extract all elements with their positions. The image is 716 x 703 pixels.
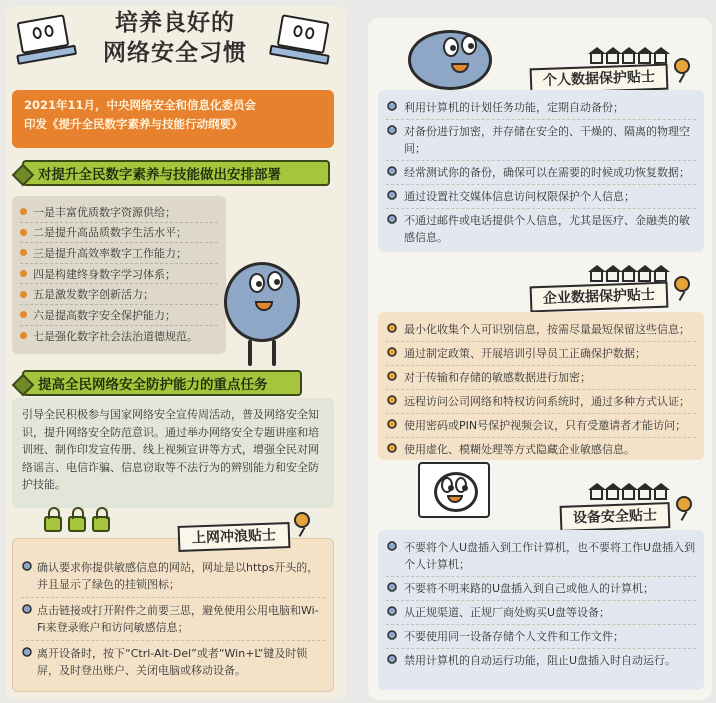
pushpin-icon xyxy=(386,395,398,407)
pushpin-icon xyxy=(386,630,398,642)
pushpin-icon xyxy=(674,276,690,292)
pushpin-icon xyxy=(386,419,398,431)
padlock-icon xyxy=(68,516,86,532)
list-item: 通过设置社交媒体信息访问权限保护个人信息； xyxy=(386,185,696,209)
section2-body: 引导全民积极参与国家网络安全宣传周活动，普及网络安全知识，提升网络安全防范意识。通过举办网络安全专题讲座和培训班、制作印发宣传册、线上视频宣讲等方式，增强全民对网络谣言、电信诈骗、信息窃取等不法行为的辨别能力和安全防护技能。 xyxy=(12,398,334,508)
padlock-icon xyxy=(44,516,62,532)
personal-tips-label: 个人数据保护贴士 xyxy=(530,64,669,95)
pushpin-icon xyxy=(21,604,33,616)
mascot-leg xyxy=(272,340,276,366)
list-item: 不要将不明来路的U盘插入到自己或他人的计算机； xyxy=(386,577,696,601)
pushpin-icon xyxy=(386,371,398,383)
pushpin-icon xyxy=(386,214,398,226)
list-item: 禁用计算机的自动运行功能，阻止U盘插入时自动运行。 xyxy=(386,649,696,672)
device-character-icon xyxy=(418,462,490,518)
list-item: 从正规渠道、正规厂商处购买U盘等设备； xyxy=(386,601,696,625)
bullet-dot-icon xyxy=(20,332,27,339)
list-item: 不通过邮件或电话提供个人信息，尤其是医疗、金融类的敏感信息。 xyxy=(386,209,696,249)
pushpin-icon xyxy=(386,323,398,335)
enterprise-tips-label: 企业数据保护贴士 xyxy=(530,282,669,313)
list-item: 七是强化数字社会法治道德规范。 xyxy=(20,326,218,347)
pushpin-icon xyxy=(386,166,398,178)
pushpin-icon xyxy=(386,125,398,137)
list-item: 点击链接或打开附件之前要三思，避免使用公用电脑和Wi-Fi来登录账户和访问敏感信息； xyxy=(21,598,325,641)
pushpin-icon xyxy=(386,541,398,553)
list-item: 远程访问公司网络和特权访问系统时，通过多种方式认证； xyxy=(386,390,696,414)
intro-box xyxy=(12,90,334,148)
bullet-dot-icon xyxy=(20,249,27,256)
list-item: 经常测试你的备份，确保可以在需要的时候成功恢复数据； xyxy=(386,161,696,185)
device-tips-label: 设备安全贴士 xyxy=(560,502,671,532)
list-item: 离开设备时，按下“Ctrl-Alt-Del”或者“Win+L”键及时锁屏，及时登出账户、关闭电脑或移动设备。 xyxy=(21,641,325,683)
list-item: 三是提升高效率数字工作能力； xyxy=(20,243,218,264)
personal-tips-box xyxy=(378,90,704,252)
list-item: 对于传输和存储的敏感数据进行加密； xyxy=(386,366,696,390)
list-item: 不要将个人U盘插入到工作计算机，也不要将工作U盘插入到个人计算机； xyxy=(386,536,696,577)
houses-icon xyxy=(590,480,670,496)
title-line-1: 培养良好的 xyxy=(115,10,235,36)
surf-tips-label: 上网冲浪贴士 xyxy=(178,522,291,552)
houses-icon xyxy=(590,262,670,278)
enterprise-tips-box xyxy=(378,312,704,460)
pushpin-icon xyxy=(386,101,398,113)
pushpin-icon xyxy=(676,496,692,512)
bullet-dot-icon xyxy=(20,311,27,318)
list-item: 不要使用同一设备存储个人文件和工作文件； xyxy=(386,625,696,649)
bullet-dot-icon xyxy=(20,291,27,298)
surf-tips-box xyxy=(12,538,334,692)
device-tips-box xyxy=(378,530,704,690)
pushpin-icon xyxy=(21,561,33,573)
houses-icon xyxy=(590,44,670,60)
pushpin-icon xyxy=(674,58,690,74)
intro-line-1: 2021年11月，中央网络安全和信息化委员会 xyxy=(24,98,257,112)
title-line-2: 网络安全习惯 xyxy=(103,40,247,66)
page-title xyxy=(90,8,260,68)
pushpin-icon xyxy=(386,347,398,359)
bullet-dot-icon xyxy=(20,208,27,215)
bullet-dot-icon xyxy=(20,270,27,277)
pushpin-icon xyxy=(386,582,398,594)
section2-heading: 提高全民网络安全防护能力的重点任务 xyxy=(22,370,302,396)
section1-heading: 对提升全民数字素养与技能做出安排部署 xyxy=(22,160,330,186)
list-item: 六是提高数字安全保护能力； xyxy=(20,305,218,326)
list-item: 五是激发数字创新活力； xyxy=(20,284,218,305)
pushpin-icon xyxy=(21,647,33,659)
mascot-character-icon xyxy=(408,30,492,90)
list-item: 一是丰富优质数字资源供给； xyxy=(20,202,218,223)
pushpin-icon xyxy=(386,443,398,455)
mascot-character-icon xyxy=(224,262,300,342)
list-item: 使用密码或PIN号保护视频会议，只有受邀请者才能访问； xyxy=(386,414,696,438)
intro-line-2: 印发《提升全民数字素养与技能行动纲要》 xyxy=(24,117,243,131)
list-item: 通过制定政策、开展培训引导员工正确保护数据； xyxy=(386,342,696,366)
list-item: 使用虚化、模糊处理等方式隐藏企业敏感信息。 xyxy=(386,438,696,461)
bullet-dot-icon xyxy=(20,229,27,236)
list-item: 四是构建终身数字学习体系； xyxy=(20,264,218,285)
list-item: 确认要求你提供敏感信息的网站，网址是以https开头的，并且显示了绿色的挂锁图标； xyxy=(21,555,325,598)
list-item: 利用计算机的计划任务功能，定期自动备份； xyxy=(386,96,696,120)
padlock-icon xyxy=(92,516,110,532)
pushpin-icon xyxy=(294,512,310,528)
list-item: 二是提升高品质数字生活水平； xyxy=(20,223,218,244)
list-item: 对备份进行加密，并存储在安全的、干燥的、隔离的物理空间； xyxy=(386,120,696,161)
mascot-leg xyxy=(248,340,252,366)
section1-list xyxy=(12,196,226,354)
pushpin-icon xyxy=(386,190,398,202)
pushpin-icon xyxy=(386,606,398,618)
pushpin-icon xyxy=(386,654,398,666)
list-item: 最小化收集个人可识别信息，按需尽量最短保留这些信息； xyxy=(386,318,696,342)
